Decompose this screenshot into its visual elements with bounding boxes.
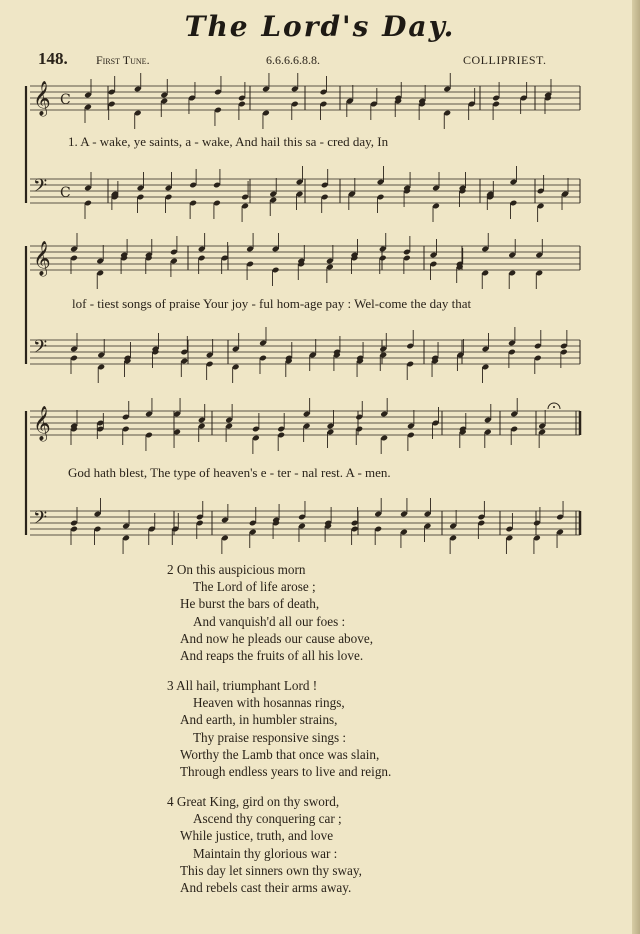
verse-2-line-4: And vanquish'd all our foes : [193, 613, 346, 629]
verse-3-line-4: Thy praise responsive sings : [193, 729, 347, 745]
verse-4-line-6: And rebels cast their arms away. [180, 880, 352, 895]
verse-2-line-2: The Lord of life arose ; [193, 579, 316, 595]
common-time-icon: C [60, 185, 71, 201]
verse-4-line-3: While justice, truth, and love [180, 828, 334, 844]
verse-4-line-4: Maintain thy glorious war : [193, 845, 338, 861]
verse-3-line-6: Through endless years to live and reign. [180, 764, 392, 779]
lyrics-line-1: 1. A - wake, ye saints, a - wake, And hail this sa - cred day, In [68, 134, 389, 149]
common-time-icon: C [60, 92, 71, 108]
verse-2-line-3: He burst the bars of death, [180, 596, 320, 612]
verse-4-line-2: Ascend thy conquering car ; [193, 811, 342, 827]
verse-3-line-5: Worthy the Lamb that once was slain, [180, 746, 380, 762]
verse-3-line-3: And earth, in humbler strains, [180, 712, 338, 728]
verse-3-line-2: Heaven with hosannas rings, [193, 695, 345, 711]
bass-clef-icon: 𝄢 [33, 508, 48, 533]
page-title: The Lord's Day. [184, 10, 456, 43]
verse-2-line-5: And now he pleads our cause above, [180, 630, 373, 646]
verse-2-line-6: And reaps the fruits of all his love. [180, 648, 364, 663]
treble-clef-icon: 𝄞 [33, 241, 51, 276]
treble-clef-icon: 𝄞 [33, 406, 51, 441]
verse-4-line-1: 4 Great King, gird on thy sword, [167, 794, 340, 809]
verse-4-line-5: This day let sinners own thy sway, [180, 862, 362, 878]
tune-name: COLLIPRIEST. [463, 53, 547, 67]
verse-2-line-1: 2 On this auspicious morn [167, 562, 306, 577]
bass-clef-icon: 𝄢 [33, 176, 48, 201]
treble-clef-icon: 𝄞 [33, 81, 51, 116]
lyrics-line-3: God hath blest, The type of heaven's e - ter - nal rest. A - men. [68, 465, 391, 480]
lyrics-line-2: lof - tiest songs of praise Your joy - ful hom-age pay : Wel-come the day that [72, 296, 472, 311]
verse-3-line-1: 3 All hail, triumphant Lord ! [167, 678, 318, 693]
fermata-dot [553, 406, 555, 408]
tune-label: First Tune. [96, 53, 150, 67]
meter: 6.6.6.6.8.8. [266, 53, 320, 67]
bass-clef-icon: 𝄢 [33, 337, 48, 362]
hymn-number: 148. [38, 49, 68, 68]
